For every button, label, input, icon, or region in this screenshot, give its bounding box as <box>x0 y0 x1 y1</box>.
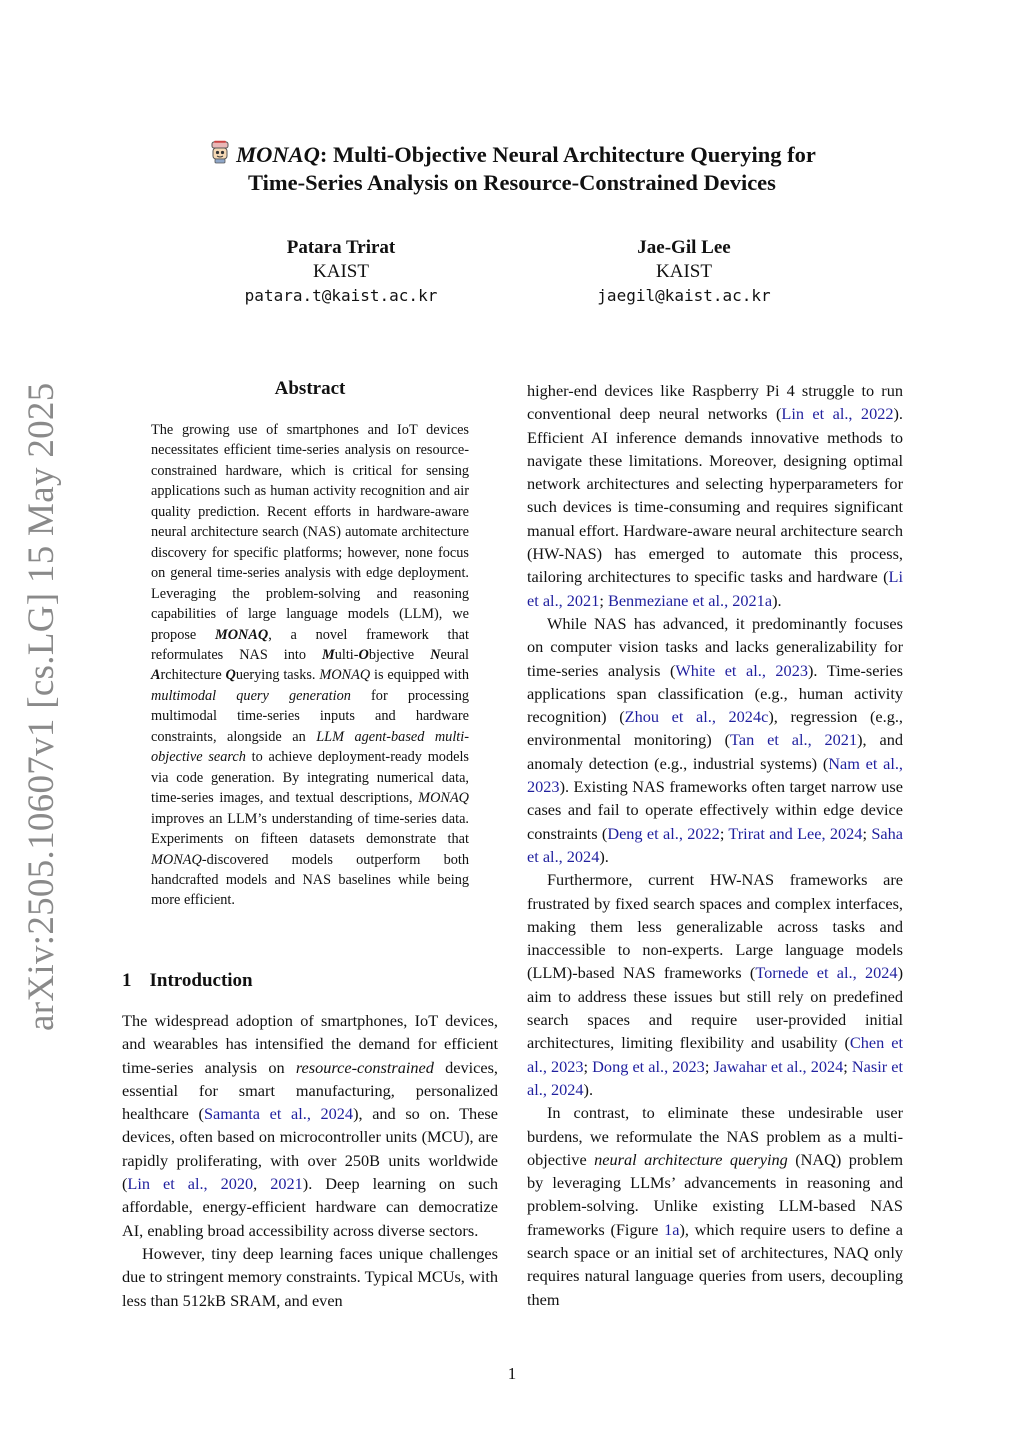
section-number: 1 <box>122 970 132 991</box>
citation-link[interactable]: Jawahar et al., 2024 <box>713 1056 844 1076</box>
section-title: Introduction <box>149 970 253 991</box>
author-block <box>484 236 884 308</box>
citation-link[interactable]: Li et al., 2021 <box>527 567 903 610</box>
citation-link[interactable]: 2021 <box>270 1174 303 1194</box>
right-paragraph-1: higher-end devices like Raspberry Pi 4 struggle to run conventional deep neural networks (Lin et al., 2022). Efficient AI inference demands innovative methods to navigate these limitations. Moreover, designing optimal network architectures and selecting hyperparameters for such devices is time-consuming and requires significant manual effort. Hardware-aware neural architecture search (HW-NAS) has emerged to automate this process, tailoring architectures to specific tasks and hardware (Li et al., 2021; Benmeziane et al., 2021a). <box>527 381 903 610</box>
author-affiliation: KAIST <box>656 261 712 282</box>
abstract-heading: Abstract <box>274 378 346 399</box>
citation-link[interactable]: Tan et al., 2021 <box>730 730 858 750</box>
citation-link[interactable]: White et al., 2023 <box>675 660 808 680</box>
intro-paragraph-1: The widespread adoption of smartphones, IoT devices, and wearables has intensified the demand for efficient time-series analysis on resource-constrained devices, essential for smart manufacturing, personalized healthcare (Samanta et al., 2024), and so on. These devices, often based on microcontroller units (MCU), are rapidly proliferating, with over 250B units worldwide (Lin et al., 2020, 2021). Deep learning on such affordable, energy-efficient hardware can democratize AI, enabling broad accessibility across diverse sectors. <box>122 1011 498 1240</box>
citation-link[interactable]: Lin et al., 2020 <box>127 1174 254 1194</box>
citation-link[interactable]: Deng et al., 2022 <box>607 823 720 843</box>
title-monaq: MONAQ <box>236 142 320 167</box>
citation-link[interactable]: Trirat and Lee, 2024 <box>728 823 863 843</box>
citation-link[interactable]: Saha et al., 2024 <box>527 823 903 866</box>
citation-link[interactable]: Chen et al., 2023 <box>527 1033 903 1076</box>
arxiv-stamp: arXiv:2505.10607v1 [cs.LG] 15 May 2025 <box>21 382 62 1031</box>
author-email[interactable]: jaegil@kaist.ac.kr <box>597 286 771 305</box>
citation-link[interactable]: Samanta et al., 2024 <box>203 1104 354 1124</box>
citation-link[interactable]: Lin et al., 2022 <box>781 404 894 424</box>
author-block <box>141 236 541 308</box>
robot-face-icon <box>208 140 232 164</box>
citation-link[interactable]: Nam et al., 2023 <box>527 753 903 797</box>
right-paragraph-2: While NAS has advanced, it predominantly focuses on computer vision tasks and lacks generalizability for time-series analysis (White et al., 2023). Time-series applications span classification (e.g., human activity recognition) (Zhou et al., 2024c), regression (e.g., environmental monitoring) (Tan et al., 2021), and anomaly detection (e.g., industrial systems) (Nam et al., 2023). Existing NAS frameworks often target narrow use cases and fail to operate effectively within edge device constraints (Deng et al., 2022; Trirat and Lee, 2024; Saha et al., 2024). <box>527 613 903 866</box>
right-paragraph-4: In contrast, to eliminate these undesirable user burdens, we reformulate the NAS problem as a multi-objective neural architecture querying (NAQ) problem by leveraging LLMs’ advancements in reasoning and problem-solving. Unlike existing LLM-based NAS frameworks (Figure 1a), which require users to define a search space or an initial set of architectures, NAQ only requires natural language queries from users, decoupling them <box>527 1103 904 1309</box>
title-line-1-rest: : Multi-Objective Neural Architecture Querying for <box>319 142 816 167</box>
citation-link[interactable]: Zhou et al., 2024c <box>624 707 769 727</box>
right-column <box>527 379 903 1311</box>
citation-link[interactable]: Tornede et al., 2024 <box>755 963 898 983</box>
page-number: 1 <box>507 1364 517 1383</box>
intro-paragraph-2: However, tiny deep learning faces unique challenges due to stringent memory constraints. Typical MCUs, with less than 512kB SRAM, and even <box>122 1243 498 1310</box>
author-affiliation: KAIST <box>313 261 369 282</box>
figure-reference-link[interactable]: 1a <box>664 1219 680 1239</box>
title-line-2: Time-Series Analysis on Resource-Constrained Devices <box>248 170 776 195</box>
paper-title <box>0 140 1024 197</box>
author-name: Patara Trirat <box>286 237 396 258</box>
citation-link[interactable]: Benmeziane et al., 2021a <box>607 590 773 610</box>
citation-link[interactable]: Nasir et al., 2024 <box>527 1056 903 1099</box>
author-email[interactable]: patara.t@kaist.ac.kr <box>244 286 438 305</box>
title-line-1 <box>0 140 1024 169</box>
abstract-body: The growing use of smartphones and IoT devices necessitates efficient time-series analysis on resource-constrained hardware, which is critical for sensing applications such as human activity recognition and air quality prediction. Recent efforts in hardware-aware neural architecture search (NAS) automate architecture discovery for specific platforms; however, none focus on general time-series analysis with edge deployment. Leveraging the problem-solving and reasoning capabilities of large language models (LLM), we propose MONAQ, a novel framework that reformulates NAS into Multi-Objective Neural Architecture Querying tasks. MONAQ is equipped with multimodal query generation for processing multimodal time-series inputs and hardware constraints, alongside an LLM agent-based multi-objective search to achieve deployment-ready models via code generation. By integrating numerical data, time-series images, and textual descriptions, MONAQ improves an LLM’s understanding of time-series data. Experiments on fifteen datasets demonstrate that MONAQ-discovered models outperform both handcrafted models and NAS baselines while being more efficient. <box>151 422 470 909</box>
section-heading-introduction <box>122 970 253 992</box>
citation-link[interactable]: Dong et al., 2023 <box>592 1056 705 1076</box>
author-name: Jae-Gil Lee <box>637 237 731 258</box>
left-column <box>122 1009 498 1312</box>
right-paragraph-3: Furthermore, current HW-NAS frameworks are frustrated by fixed search spaces and complex interfaces, making them less generalizable across tasks and inaccessible to non-experts. Large language models (LLM)-based NAS frameworks (Tornede et al., 2024) aim to address these issues but still rely on predefined search spaces and require user-provided initial architectures, limiting flexibility and usability (Chen et al., 2023; Dong et al., 2023; Jawahar et al., 2024; Nasir et al., 2024). <box>527 870 903 1099</box>
